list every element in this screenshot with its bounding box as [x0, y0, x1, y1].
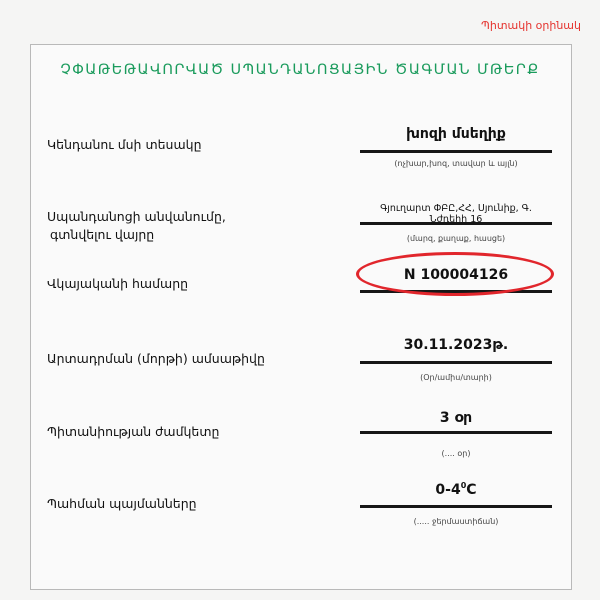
slaughterhouse-underline: [360, 222, 552, 225]
storage-conditions-value: [360, 482, 552, 498]
meat-type-underline: [360, 150, 552, 153]
production-date-underline: [360, 361, 552, 364]
slaughterhouse-label: [47, 208, 226, 244]
storage-temperature-range: 0-4: [435, 482, 461, 498]
shelf-life-label: Պիտանիության ժամկետը: [47, 424, 220, 439]
shelf-life-value: 3 օր: [439, 410, 473, 426]
production-date-label: Արտադրման (մորթի) ամսաթիվը: [47, 351, 265, 366]
slaughterhouse-label-line2: գտնվելու վայրը: [50, 227, 155, 242]
storage-conditions-underline: [360, 505, 552, 508]
sample-label: Պիտակի օրինակ: [481, 19, 581, 32]
storage-conditions-hint: (..... ջերմաստիճան): [413, 517, 499, 526]
meat-type-hint: (ոչխար,խոզ, տավար և այլն): [394, 159, 518, 168]
storage-conditions-label: Պահման պայմանները: [47, 496, 197, 511]
slaughterhouse-value: Գյուղարտ ՓԲԸ,ՀՀ, Սյունիք, Գ. Նժդեհի 16: [380, 203, 532, 225]
certificate-number-value: N 100004126: [403, 267, 509, 283]
certificate-number-label: Վկայականի համարը: [47, 276, 189, 291]
shelf-life-hint: (.... օր): [441, 449, 471, 458]
slaughterhouse-label-line1: Սպանդանոցի անվանումը,: [47, 209, 226, 224]
shelf-life-underline: [360, 431, 552, 434]
production-date-hint: (Օր/ամիս/տարի): [420, 373, 492, 382]
production-date-value: 30.11.2023թ.: [403, 337, 509, 353]
degree-sign: 0: [460, 481, 467, 490]
document-title: ՉՓԱԹԵԹԱՎՈՐՎԱԾ ՍՊԱՆԴԱՆՈՑԱՅԻՆ ԾԱԳՄԱՆ ՄԹԵՐՔ: [60, 62, 540, 78]
meat-type-value: խոզի մսեղիք: [406, 126, 506, 142]
meat-type-label: Կենդանու մսի տեսակը: [47, 137, 202, 152]
temperature-unit: C: [466, 482, 477, 498]
slaughterhouse-hint: (մարզ, քաղաք, հասցե): [406, 234, 506, 243]
highlight-ellipse: [356, 252, 554, 296]
